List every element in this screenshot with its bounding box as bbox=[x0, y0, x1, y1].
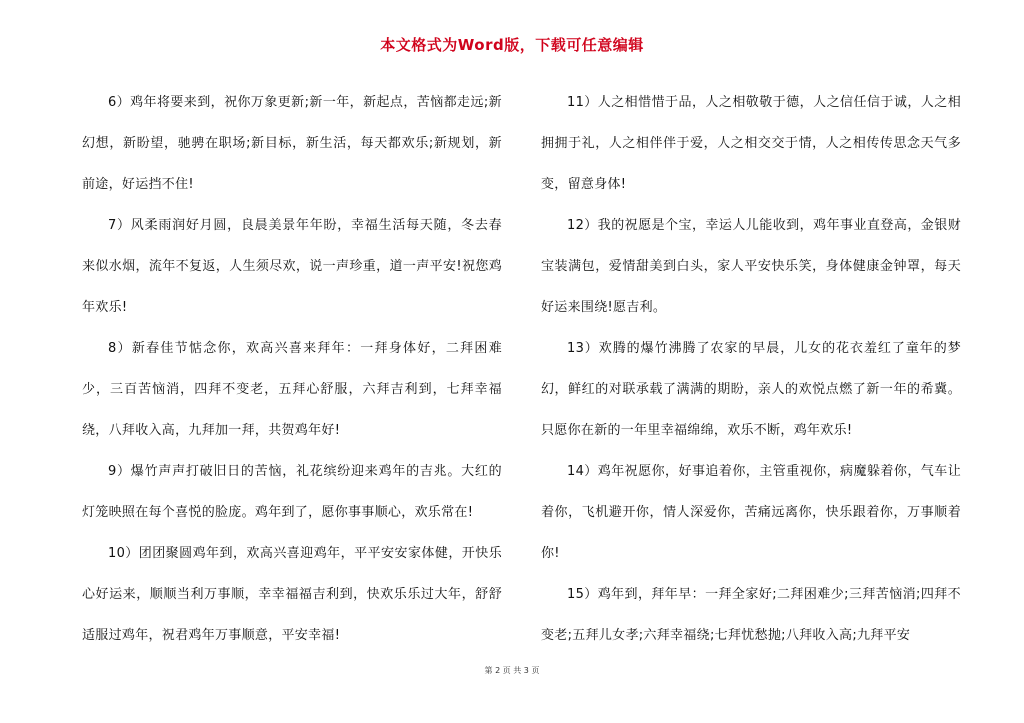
paragraph-10: 10）团团聚圆鸡年到，欢高兴喜迎鸡年，平平安安家体健，开快乐心好运来，顺顺当利万事顺，幸幸福福吉利到，快欢乐乐过大年，舒舒适服过鸡年，祝君鸡年万事顺意，平安幸福! bbox=[82, 546, 502, 643]
banner-word: Word bbox=[457, 36, 505, 54]
page-footer: 第 2 页 共 3 页 bbox=[484, 666, 540, 675]
banner-suffix: 版，下载可任意编辑 bbox=[504, 36, 644, 54]
right-column bbox=[541, 82, 961, 656]
paragraph-12: 12）我的祝愿是个宝，幸运人儿能收到，鸡年事业直登高，金银财宝装满包，爱情甜美到白头，家人平安快乐笑，身体健康金钟罩，每天好运来围绕!愿吉利。 bbox=[541, 218, 961, 315]
paragraph-7: 7）风柔雨润好月圆，良晨美景年年盼，幸福生活每天随，冬去春来似水烟，流年不复返，人生须尽欢，说一声珍重，道一声平安!祝您鸡年欢乐! bbox=[82, 218, 502, 315]
paragraph-9: 9）爆竹声声打破旧日的苦恼，礼花缤纷迎来鸡年的吉兆。大红的灯笼映照在每个喜悦的脸庞。鸡年到了，愿你事事顺心，欢乐常在! bbox=[82, 464, 502, 520]
page-banner bbox=[0, 34, 1024, 55]
paragraph-13: 13）欢腾的爆竹沸腾了农家的早晨，儿女的花衣羞红了童年的梦幻，鲜红的对联承载了满满的期盼，亲人的欢悦点燃了新一年的希冀。只愿你在新的一年里幸福绵绵，欢乐不断，鸡年欢乐! bbox=[541, 341, 961, 438]
paragraph-8: 8）新春佳节惦念你，欢高兴喜来拜年：一拜身体好，二拜困难少，三百苦恼消，四拜不变老，五拜心舒服，六拜吉利到，七拜幸福绕，八拜收入高，九拜加一拜，共贺鸡年好! bbox=[82, 341, 502, 438]
banner-prefix: 本文格式为 bbox=[380, 36, 458, 54]
paragraph-6: 6）鸡年将要来到，祝你万象更新;新一年，新起点，苦恼都走远;新幻想，新盼望，驰骋在职场;新目标，新生活，每天都欢乐;新规划，新前途，好运挡不住! bbox=[82, 95, 502, 192]
paragraph-11: 11）人之相惜惜于品，人之相敬敬于德，人之信任信于诚，人之相拥拥于礼，人之相伴伴于爱，人之相交交于情，人之相传传思念天气多变，留意身体! bbox=[541, 95, 961, 192]
paragraph-15: 15）鸡年到，拜年早：一拜全家好;二拜困难少;三拜苦恼消;四拜不变老;五拜儿女孝;六拜幸福绕;七拜忧愁抛;八拜收入高;九拜平安 bbox=[541, 587, 961, 643]
left-column bbox=[82, 82, 502, 656]
paragraph-14: 14）鸡年祝愿你，好事追着你，主管重视你，病魔躲着你，气车让着你，飞机避开你，情人深爱你，苦痛远离你，快乐跟着你，万事顺着你! bbox=[541, 464, 961, 561]
